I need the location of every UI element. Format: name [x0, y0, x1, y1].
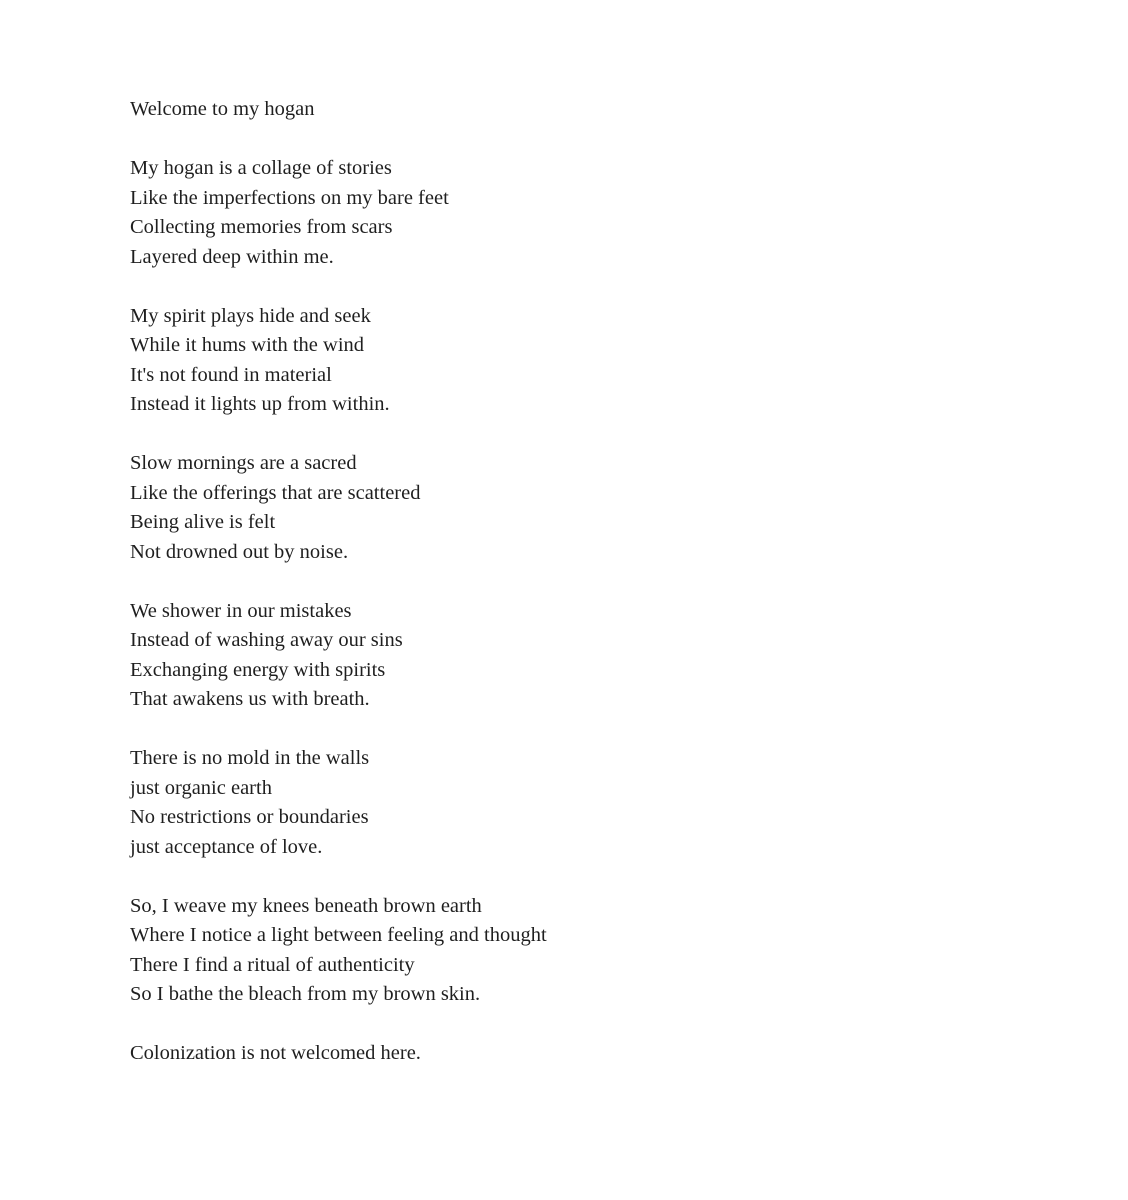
- poem-line: No restrictions or boundaries: [130, 806, 369, 828]
- poem-line: So I bathe the bleach from my brown skin.: [130, 983, 481, 1005]
- poem-line: My spirit plays hide and seek: [130, 304, 371, 327]
- poem-line: Instead of washing away our sins: [130, 629, 403, 651]
- poem-line: Layered deep within me.: [130, 245, 334, 268]
- poem-line: Like the offerings that are scattered: [130, 481, 421, 504]
- stanza-1: [130, 154, 1030, 272]
- poem-line: That awakens us with breath.: [130, 688, 370, 710]
- stanza-4: [130, 597, 1030, 715]
- poem-line: We shower in our mistakes: [130, 599, 352, 622]
- poem-line: Instead it lights up from within.: [130, 393, 390, 415]
- poem-line: Collecting memories from scars: [130, 216, 393, 238]
- closing-line: Colonization is not welcomed here.: [130, 1042, 421, 1064]
- stanza-6: [130, 892, 1030, 1010]
- stanza-2: [130, 302, 1030, 420]
- poem-line: Slow mornings are a sacred: [130, 452, 357, 474]
- poem-line: While it hums with the wind: [130, 334, 365, 356]
- poem-title: Welcome to my hogan: [130, 98, 315, 120]
- poem-line: There I find a ritual of authenticity: [130, 953, 415, 976]
- poem-line: just acceptance of love.: [130, 835, 323, 858]
- poem-line: It's not found in material: [130, 363, 332, 386]
- poem-line: Exchanging energy with spirits: [130, 658, 386, 681]
- poem-line: just organic earth: [130, 776, 272, 799]
- poem: [130, 95, 1030, 1069]
- poem-line: Being alive is felt: [130, 511, 276, 533]
- poem-line: My hogan is a collage of stories: [130, 157, 392, 179]
- poem-line: So, I weave my knees beneath brown earth: [130, 894, 482, 917]
- poem-line: Not drowned out by noise.: [130, 540, 349, 563]
- stanza-3: [130, 449, 1030, 567]
- poem-line: There is no mold in the walls: [130, 747, 370, 769]
- poem-line: Like the imperfections on my bare feet: [130, 186, 449, 209]
- poem-line: Where I notice a light between feeling and thought: [130, 924, 547, 946]
- stanza-5: [130, 744, 1030, 862]
